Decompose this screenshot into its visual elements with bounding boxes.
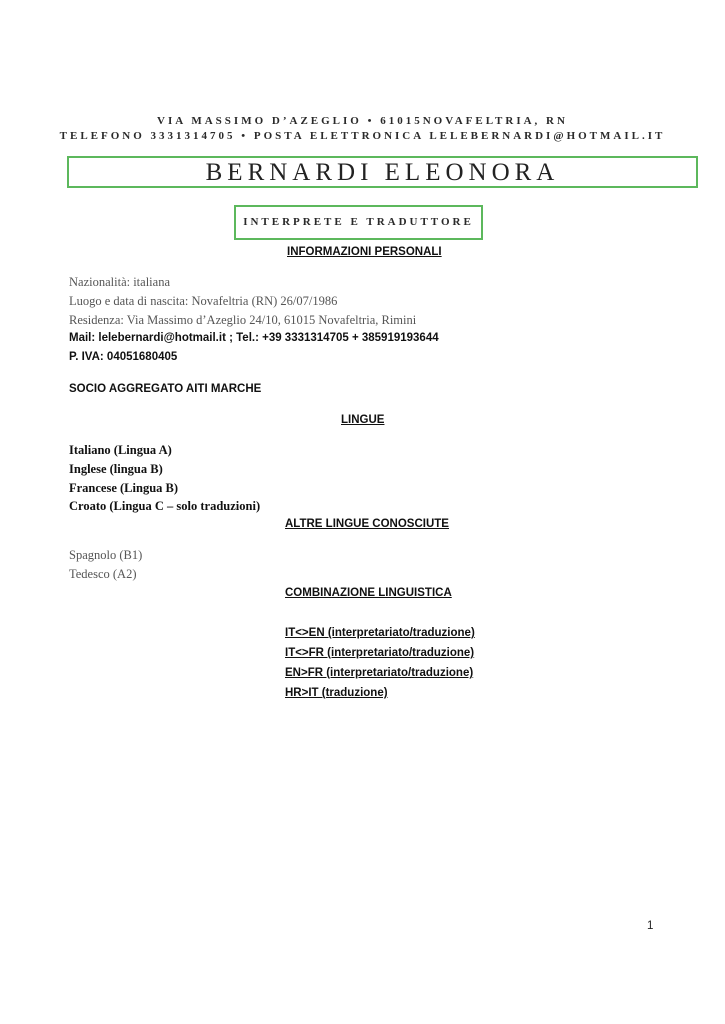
combination-item: EN>FR (interpretariato/traduzione) xyxy=(285,667,474,679)
membership: SOCIO AGGREGATO AITI MARCHE xyxy=(69,383,262,395)
combination-item: IT<>EN (interpretariato/traduzione) xyxy=(285,627,475,639)
address-line: VIA MASSIMO D’AZEGLIO • 61015NOVAFELTRIA, RN xyxy=(157,115,568,127)
page-title: BERNARDI ELEONORA xyxy=(205,159,560,186)
contact-line: TELEFONO 3331314705 • POSTA ELETTRONICA LELEBERNARDI@HOTMAIL.IT xyxy=(59,130,666,142)
role-box xyxy=(234,205,483,240)
other-language-item: Tedesco (A2) xyxy=(69,567,137,581)
nationality: Nazionalità: italiana xyxy=(69,275,170,289)
combination-item: HR>IT (traduzione) xyxy=(285,687,388,699)
birth-info: Luogo e data di nascita: Novafeltria (RN) 26/07/1986 xyxy=(69,294,338,308)
residence: Residenza: Via Massimo d’Azeglio 24/10, 61015 Novafeltria, Rimini xyxy=(69,313,417,327)
language-item: Francese (Lingua B) xyxy=(69,481,179,495)
personal-info-heading: INFORMAZIONI PERSONALI xyxy=(287,246,442,258)
other-languages-heading: ALTRE LINGUE CONOSCIUTE xyxy=(285,518,449,530)
other-language-item: Spagnolo (B1) xyxy=(69,548,143,562)
languages-heading: LINGUE xyxy=(341,414,385,426)
language-item: Inglese (lingua B) xyxy=(69,462,163,476)
language-item: Italiano (Lingua A) xyxy=(69,443,172,457)
combination-item: IT<>FR (interpretariato/traduzione) xyxy=(285,647,475,659)
contacts: Mail: lelebernardi@hotmail.it ; Tel.: +39 3331314705 + 385919193644 xyxy=(69,332,439,344)
combination-heading: COMBINAZIONE LINGUISTICA xyxy=(285,587,452,599)
page-number: 1 xyxy=(647,920,654,932)
language-item: Croato (Lingua C – solo traduzioni) xyxy=(69,499,261,513)
role-label: INTERPRETE E TRADUTTORE xyxy=(243,216,474,228)
vat-number: P. IVA: 04051680405 xyxy=(69,351,178,363)
